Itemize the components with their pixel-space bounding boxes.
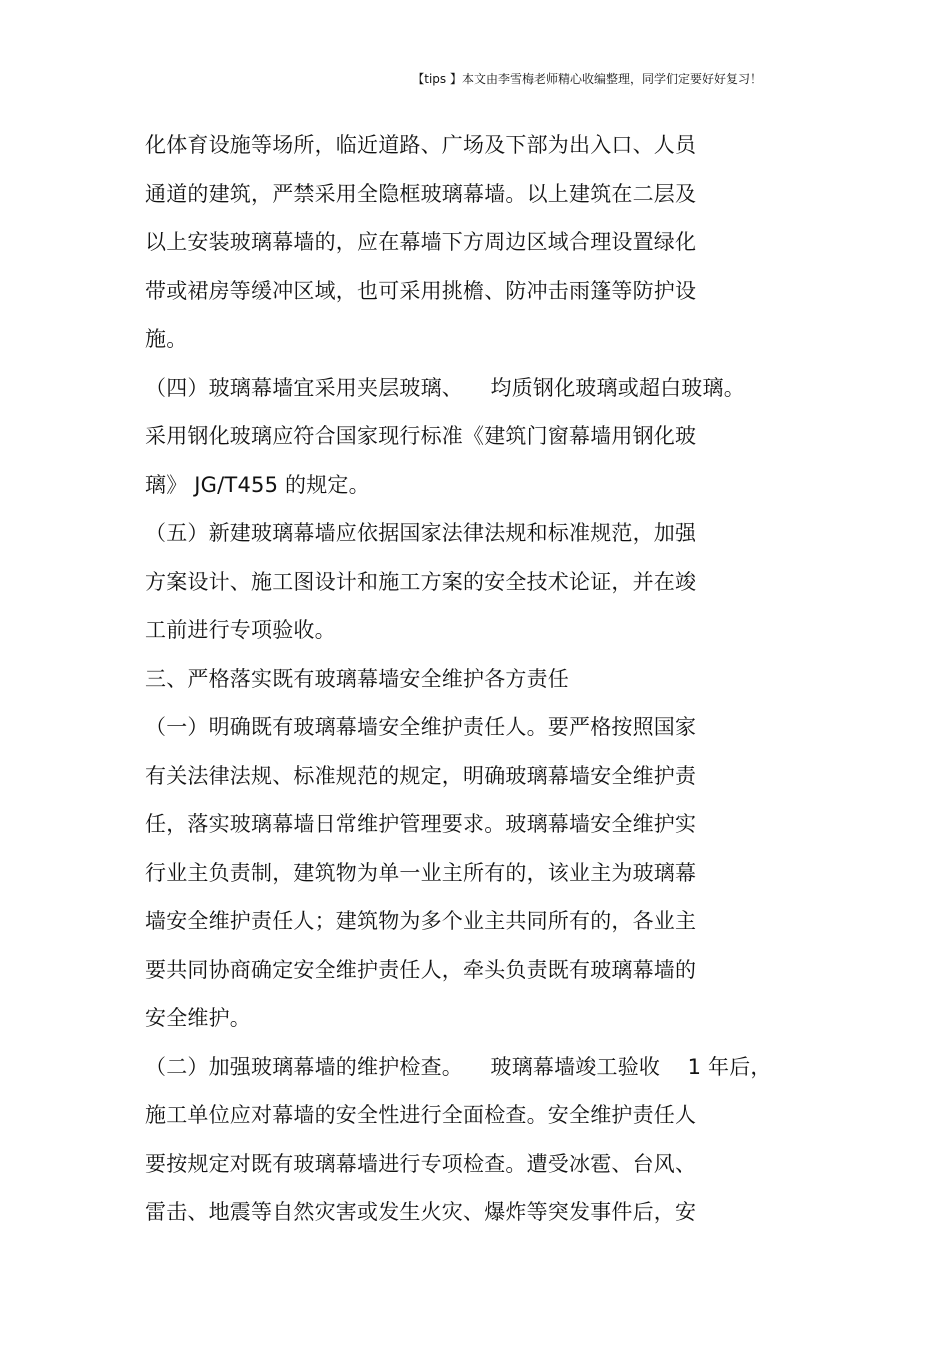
text-line: 化体育设施等场所，临近道路、广场及下部为出入口、人员 — [145, 133, 697, 157]
text-line: 通道的建筑，严禁采用全隐框玻璃幕墙。以上建筑在二层及 — [145, 181, 697, 206]
text-line: 雷击、地震等自然灾害或发生火灾、爆炸等突发事件后，安 — [145, 1200, 697, 1224]
text-line: 要按规定对既有玻璃幕墙进行专项检查。遭受冰雹、台风、 — [145, 1151, 697, 1176]
text-line: （五）新建玻璃幕墙应依据国家法律法规和标准规范，加强 — [145, 521, 697, 545]
text-line: 行业主负责制，建筑物为单一业主所有的，该业主为玻璃幕 — [145, 860, 697, 885]
text-line: 安全维护。 — [145, 1006, 251, 1030]
text-line: 璃》 JG/T455 的规定。 — [145, 472, 370, 497]
text-line: 要共同协商确定安全维护责任人，牵头负责既有玻璃幕墙的 — [145, 957, 697, 982]
section-heading: 三、严格落实既有玻璃幕墙安全维护各方责任 — [145, 666, 569, 691]
text-line: 工前进行专项验收。 — [145, 618, 336, 642]
text-line: （四）玻璃幕墙宜采用夹层玻璃、 均质钢化玻璃或超白玻璃。 — [145, 375, 745, 400]
text-line: 带或裙房等缓冲区域，也可采用挑檐、防冲击雨篷等防护设 — [145, 278, 697, 303]
text-line: （二）加强玻璃幕墙的维护检查。 玻璃幕墙竣工验收 1 年后， — [145, 1054, 772, 1079]
text-line: 有关法律法规、标准规范的规定，明确玻璃幕墙安全维护责 — [145, 763, 697, 788]
text-line: 施工单位应对幕墙的安全性进行全面检查。安全维护责任人 — [145, 1103, 697, 1127]
text-line: 墙安全维护责任人；建筑物为多个业主共同所有的，各业主 — [145, 909, 697, 933]
text-line: （一）明确既有玻璃幕墙安全维护责任人。要严格按照国家 — [145, 715, 697, 739]
text-line: 任，落实玻璃幕墙日常维护管理要求。玻璃幕墙安全维护实 — [145, 812, 697, 836]
text-line: 方案设计、施工图设计和施工方案的安全技术论证，并在竣 — [145, 569, 697, 594]
text-line: 以上安装玻璃幕墙的，应在幕墙下方周边区域合理设置绿化 — [145, 230, 697, 254]
text-line: 施。 — [145, 327, 188, 351]
text-line: 采用钢化玻璃应符合国家现行标准《建筑门窗幕墙用钢化玻 — [145, 424, 697, 448]
document-body — [145, 127, 825, 1243]
header-tips-note: 【tips 】本文由李雪梅老师精心收编整理，同学们定要好好复习！ — [412, 72, 762, 86]
